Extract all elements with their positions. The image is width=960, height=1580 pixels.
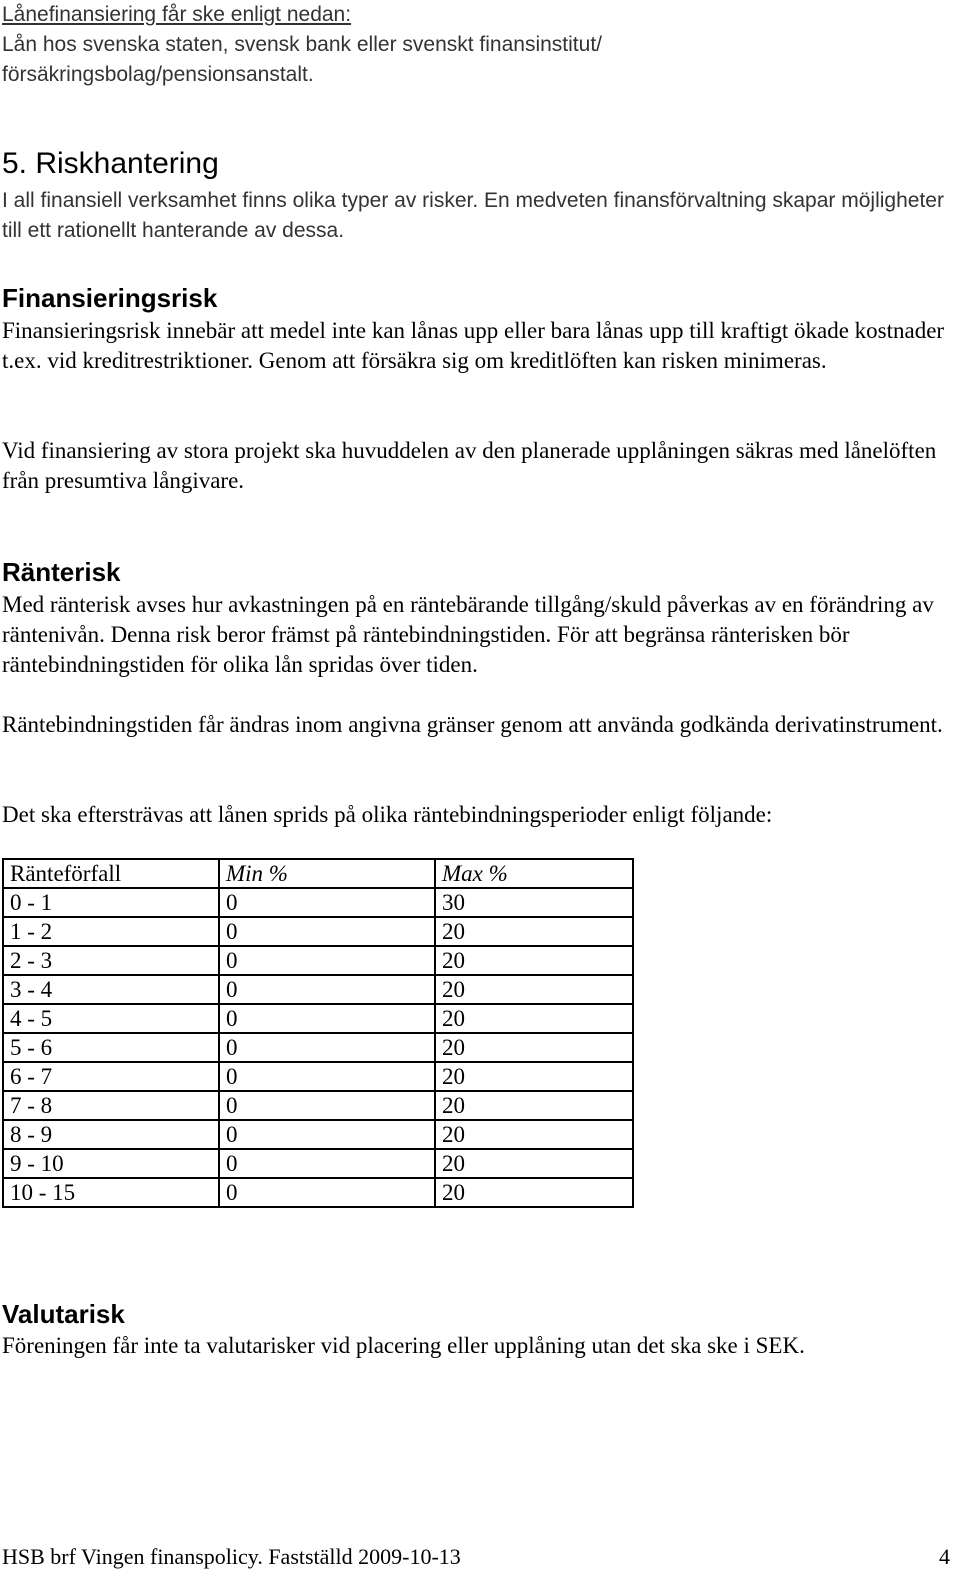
ranterisk-paragraph-3: Det ska eftersträvas att lånen sprids på olika räntebindningsperioder enligt följande: (2, 802, 773, 827)
cell-period: 10 - 15 (3, 1178, 219, 1207)
cell-min: 0 (219, 1178, 435, 1207)
ranterisk-paragraph-2: Räntebindningstiden får ändras inom angivna gränser genom att använda godkända derivatinstrument. (2, 712, 943, 737)
column-header-ranteforfall: Ränteförfall (3, 859, 219, 888)
heading-valutarisk: Valutarisk (2, 1299, 125, 1329)
heading-ranterisk: Ränterisk (2, 557, 121, 587)
cell-max: 20 (435, 1120, 633, 1149)
intro-line-3: försäkringsbolag/pensionsanstalt. (2, 63, 314, 86)
page-number: 4 (939, 1546, 950, 1569)
cell-period: 5 - 6 (3, 1033, 219, 1062)
riskhantering-text: I all finansiell verksamhet finns olika typer av risker. En medveten finansförvaltning skapar möjligheter till ett rationellt hanterande av dessa. (2, 189, 944, 242)
valutarisk-text: Föreningen får inte ta valutarisker vid placering eller upplåning utan det ska ske i SEK. (2, 1333, 805, 1358)
section-heading-riskhantering: 5. Riskhantering (2, 147, 219, 180)
cell-max: 20 (435, 1149, 633, 1178)
finansieringsrisk-paragraph-2: Vid finansiering av stora projekt ska huvuddelen av den planerade upplåningen säkras med lånelöften från presumtiva långivare. (2, 438, 937, 493)
intro-line-2: Lån hos svenska staten, svensk bank eller svenskt finansinstitut/ (2, 33, 602, 56)
intro-line-1: Lånefinansiering får ske enligt nedan: (2, 3, 352, 26)
cell-min: 0 (219, 1062, 435, 1091)
cell-max: 20 (435, 1091, 633, 1120)
cell-period: 3 - 4 (3, 975, 219, 1004)
heading-finansieringsrisk: Finansieringsrisk (2, 283, 218, 313)
cell-min: 0 (219, 917, 435, 946)
column-header-min: Min % (219, 859, 435, 888)
table-row (3, 888, 633, 917)
cell-period: 4 - 5 (3, 1004, 219, 1033)
cell-period: 2 - 3 (3, 946, 219, 975)
table-row (3, 946, 633, 975)
table-row (3, 1091, 633, 1120)
cell-max: 20 (435, 1178, 633, 1207)
ranterisk-paragraph-1: Med ränterisk avses hur avkastningen på en räntebärande tillgång/skuld påverkas av en förändring av räntenivån. Denna risk beror främst på räntebindningstiden. För att begränsa ränterisken bör räntebindningstiden för olika lån spridas över tiden. (2, 592, 934, 677)
cell-min: 0 (219, 888, 435, 917)
footer-document-title: HSB brf Vingen finanspolicy. Fastställd 2009-10-13 (2, 1546, 461, 1569)
table-row (3, 1004, 633, 1033)
table-header-row (3, 859, 633, 888)
cell-min: 0 (219, 1004, 435, 1033)
table-row (3, 1120, 633, 1149)
intro-block (2, 0, 952, 90)
cell-min: 0 (219, 1120, 435, 1149)
cell-max: 20 (435, 917, 633, 946)
page-footer (2, 1546, 958, 1580)
cell-period: 8 - 9 (3, 1120, 219, 1149)
table-row (3, 1033, 633, 1062)
cell-period: 0 - 1 (3, 888, 219, 917)
cell-max: 30 (435, 888, 633, 917)
cell-min: 0 (219, 975, 435, 1004)
table-row (3, 975, 633, 1004)
cell-min: 0 (219, 1033, 435, 1062)
cell-period: 9 - 10 (3, 1149, 219, 1178)
finansieringsrisk-paragraph-1: Finansieringsrisk innebär att medel inte kan lånas upp eller bara lånas upp till kraftigt ökade kostnader t.ex. vid kreditrestriktioner. Genom att försäkra sig om kreditlöften kan risken minimeras. (2, 318, 945, 373)
column-header-max: Max % (435, 859, 633, 888)
cell-min: 0 (219, 1149, 435, 1178)
cell-period: 1 - 2 (3, 917, 219, 946)
cell-max: 20 (435, 1004, 633, 1033)
table-row (3, 917, 633, 946)
table-row (3, 1149, 633, 1178)
cell-period: 7 - 8 (3, 1091, 219, 1120)
table-row (3, 1062, 633, 1091)
table-row (3, 1178, 633, 1207)
cell-max: 20 (435, 975, 633, 1004)
cell-period: 6 - 7 (3, 1062, 219, 1091)
cell-max: 20 (435, 1033, 633, 1062)
cell-min: 0 (219, 946, 435, 975)
cell-min: 0 (219, 1091, 435, 1120)
cell-max: 20 (435, 946, 633, 975)
cell-max: 20 (435, 1062, 633, 1091)
rate-maturity-table (2, 858, 634, 1208)
